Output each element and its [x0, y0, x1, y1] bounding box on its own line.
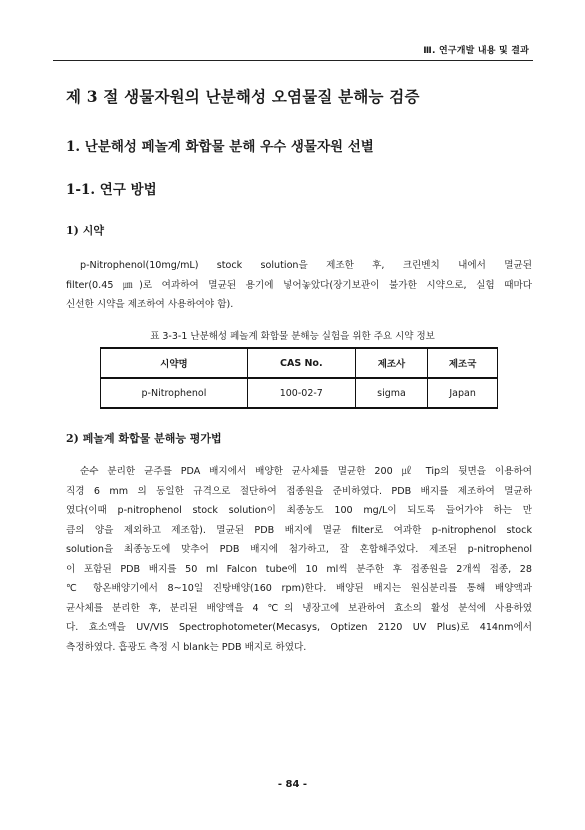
page-number: - 84 -	[277, 779, 308, 790]
paragraph-line: 였다(이때 p-nitrophenol stock solution이 최종농도 100 mg/L이 되도록 들어가야 하는 만	[66, 505, 532, 516]
reagents-heading: 1) 시약	[66, 224, 104, 237]
paragraph-line: p-Nitrophenol(10mg/mL) stock solution을 제조한 후, 크린벤치 내에서 멸균된	[80, 260, 532, 271]
table-header-cell: CAS No.	[247, 348, 355, 378]
running-header: Ⅲ. 연구개발 내용 및 결과	[423, 46, 529, 56]
section-title: 제 3 절 생물자원의 난분해성 오염물질 분해능 검증	[66, 87, 420, 106]
paragraph-line: 신선한 시약을 제조하여 사용하여야 함).	[66, 299, 234, 310]
heading-1: 1. 난분해성 페놀계 화합물 분해 우수 생물자원 선별	[66, 139, 374, 155]
paragraph-line: 다. 효소액을 UV/VIS Spectrophotometer(Mecasys, Optizen 2120 UV Plus)로 414nm에서	[66, 622, 532, 633]
table-cell: sigma	[355, 378, 428, 408]
reagents-paragraph	[66, 256, 532, 315]
table-cell: 100-02-7	[247, 378, 355, 408]
table-header-cell: 제조사	[355, 348, 428, 378]
reagent-table	[100, 347, 498, 409]
paragraph-line: ℃ 항온배양기에서 8~10일 진탕배양(160 rpm)한다. 배양된 배지는 원심분리를 통해 배양액과	[66, 583, 532, 594]
paragraph-line: 측정하였다. 흡광도 측정 시 blank는 PDB 배지로 하였다.	[66, 641, 307, 653]
paragraph-line: 이 포함된 PDB 배지를 50 ml Falcon tube에 10 ml씩 분주한 후 접종원을 2개씩 접종, 28	[66, 563, 532, 575]
paragraph-line: solution을 최종농도에 맞추어 PDB 배지에 첨가하고, 잘 혼합해주었다. 제조된 p-nitrophenol	[66, 544, 532, 555]
evaluation-paragraph	[66, 462, 532, 657]
table-row	[101, 378, 498, 408]
paragraph-line: 직경 6 mm 의 동일한 규격으로 절단하여 접종원을 준비하였다. PDB 배지를 제조하여 멸균하	[66, 485, 532, 497]
heading-1-1: 1-1. 연구 방법	[66, 182, 157, 198]
paragraph-line: 큼의 양을 제외하고 제조함). 멸균된 PDB 배지에 멸균 filter로 여과한 p-nitrophenol stock	[66, 524, 532, 536]
header-divider	[53, 60, 533, 61]
paragraph-line: filter(0.45 ㎛)로 여과하여 멸균된 용기에 넣어놓았다(장기보관이 불가한 시약으로, 실험 때마다	[66, 279, 532, 291]
table-header-cell: 시약명	[101, 348, 248, 378]
evaluation-heading: 2) 페놀계 화합물 분해능 평가법	[66, 432, 222, 445]
table-cell: Japan	[428, 378, 498, 408]
table-header-row	[101, 348, 498, 378]
paragraph-line: 균사체를 분리한 후, 분리된 배양액을 4 ℃의 냉장고에 보관하여 효소의 활성 분석에 사용하였	[66, 602, 532, 614]
paragraph-line: 순수 분리한 균주를 PDA 배지에서 배양한 균사체를 멸균한 200 ㎕ Tip의 뒷면을 이용하여	[80, 466, 532, 477]
table-header-cell: 제조국	[428, 348, 498, 378]
table-cell: p-Nitrophenol	[101, 378, 248, 408]
table-caption: 표 3-3-1 난분해성 페놀계 화합물 분해능 실험을 위한 주요 시약 정보	[150, 331, 435, 342]
